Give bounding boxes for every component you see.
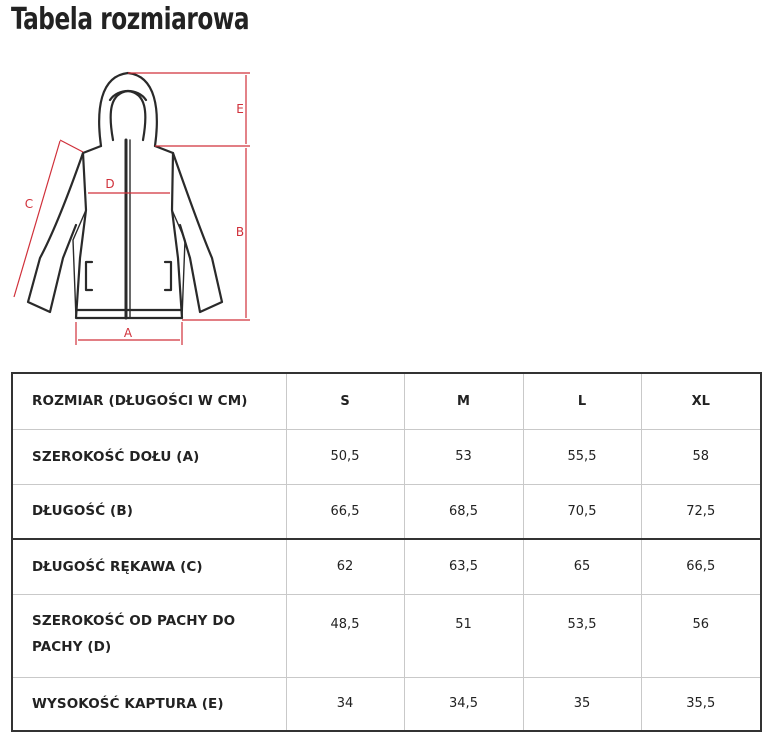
header-label: ROZMIAR (DŁUGOŚCI W CM) xyxy=(12,373,286,429)
cell-value: 62 xyxy=(286,539,404,594)
cell-value: 50,5 xyxy=(286,429,404,484)
size-header-s: S xyxy=(286,373,404,429)
cell-value: 66,5 xyxy=(641,539,761,594)
cell-value: 56 xyxy=(641,594,761,677)
cell-value: 63,5 xyxy=(404,539,523,594)
label-c: C xyxy=(24,197,34,211)
label-d: D xyxy=(105,177,115,191)
cell-value: 70,5 xyxy=(523,484,641,539)
table-row xyxy=(12,594,761,677)
label-e: E xyxy=(236,102,244,116)
label-b: B xyxy=(235,225,245,239)
cell-value: 35 xyxy=(523,677,641,731)
table-row xyxy=(12,429,761,484)
cell-value: 34,5 xyxy=(404,677,523,731)
row-label: SZEROKOŚĆ DOŁU (A) xyxy=(12,429,286,484)
jacket-outline xyxy=(28,73,222,318)
cell-value: 66,5 xyxy=(286,484,404,539)
row-label: SZEROKOŚĆ OD PACHY DO PACHY (D) xyxy=(12,594,286,677)
cell-value: 65 xyxy=(523,539,641,594)
cell-value: 72,5 xyxy=(641,484,761,539)
size-table xyxy=(11,372,762,732)
table-row xyxy=(12,484,761,539)
table-row xyxy=(12,677,761,731)
table-header-row xyxy=(12,373,761,429)
jacket-measurement-diagram xyxy=(0,50,270,350)
cell-value: 51 xyxy=(404,594,523,677)
cell-value: 68,5 xyxy=(404,484,523,539)
cell-value: 53 xyxy=(404,429,523,484)
page-title: Tabela rozmiarowa xyxy=(11,2,250,37)
cell-value: 34 xyxy=(286,677,404,731)
table-row xyxy=(12,539,761,594)
row-label: DŁUGOŚĆ RĘKAWA (C) xyxy=(12,539,286,594)
size-header-l: L xyxy=(523,373,641,429)
row-label: WYSOKOŚĆ KAPTURA (E) xyxy=(12,677,286,731)
cell-value: 48,5 xyxy=(286,594,404,677)
size-header-xl: XL xyxy=(641,373,761,429)
cell-value: 53,5 xyxy=(523,594,641,677)
cell-value: 58 xyxy=(641,429,761,484)
cell-value: 35,5 xyxy=(641,677,761,731)
row-label: DŁUGOŚĆ (B) xyxy=(12,484,286,539)
size-header-m: M xyxy=(404,373,523,429)
label-a: A xyxy=(123,326,133,340)
cell-value: 55,5 xyxy=(523,429,641,484)
